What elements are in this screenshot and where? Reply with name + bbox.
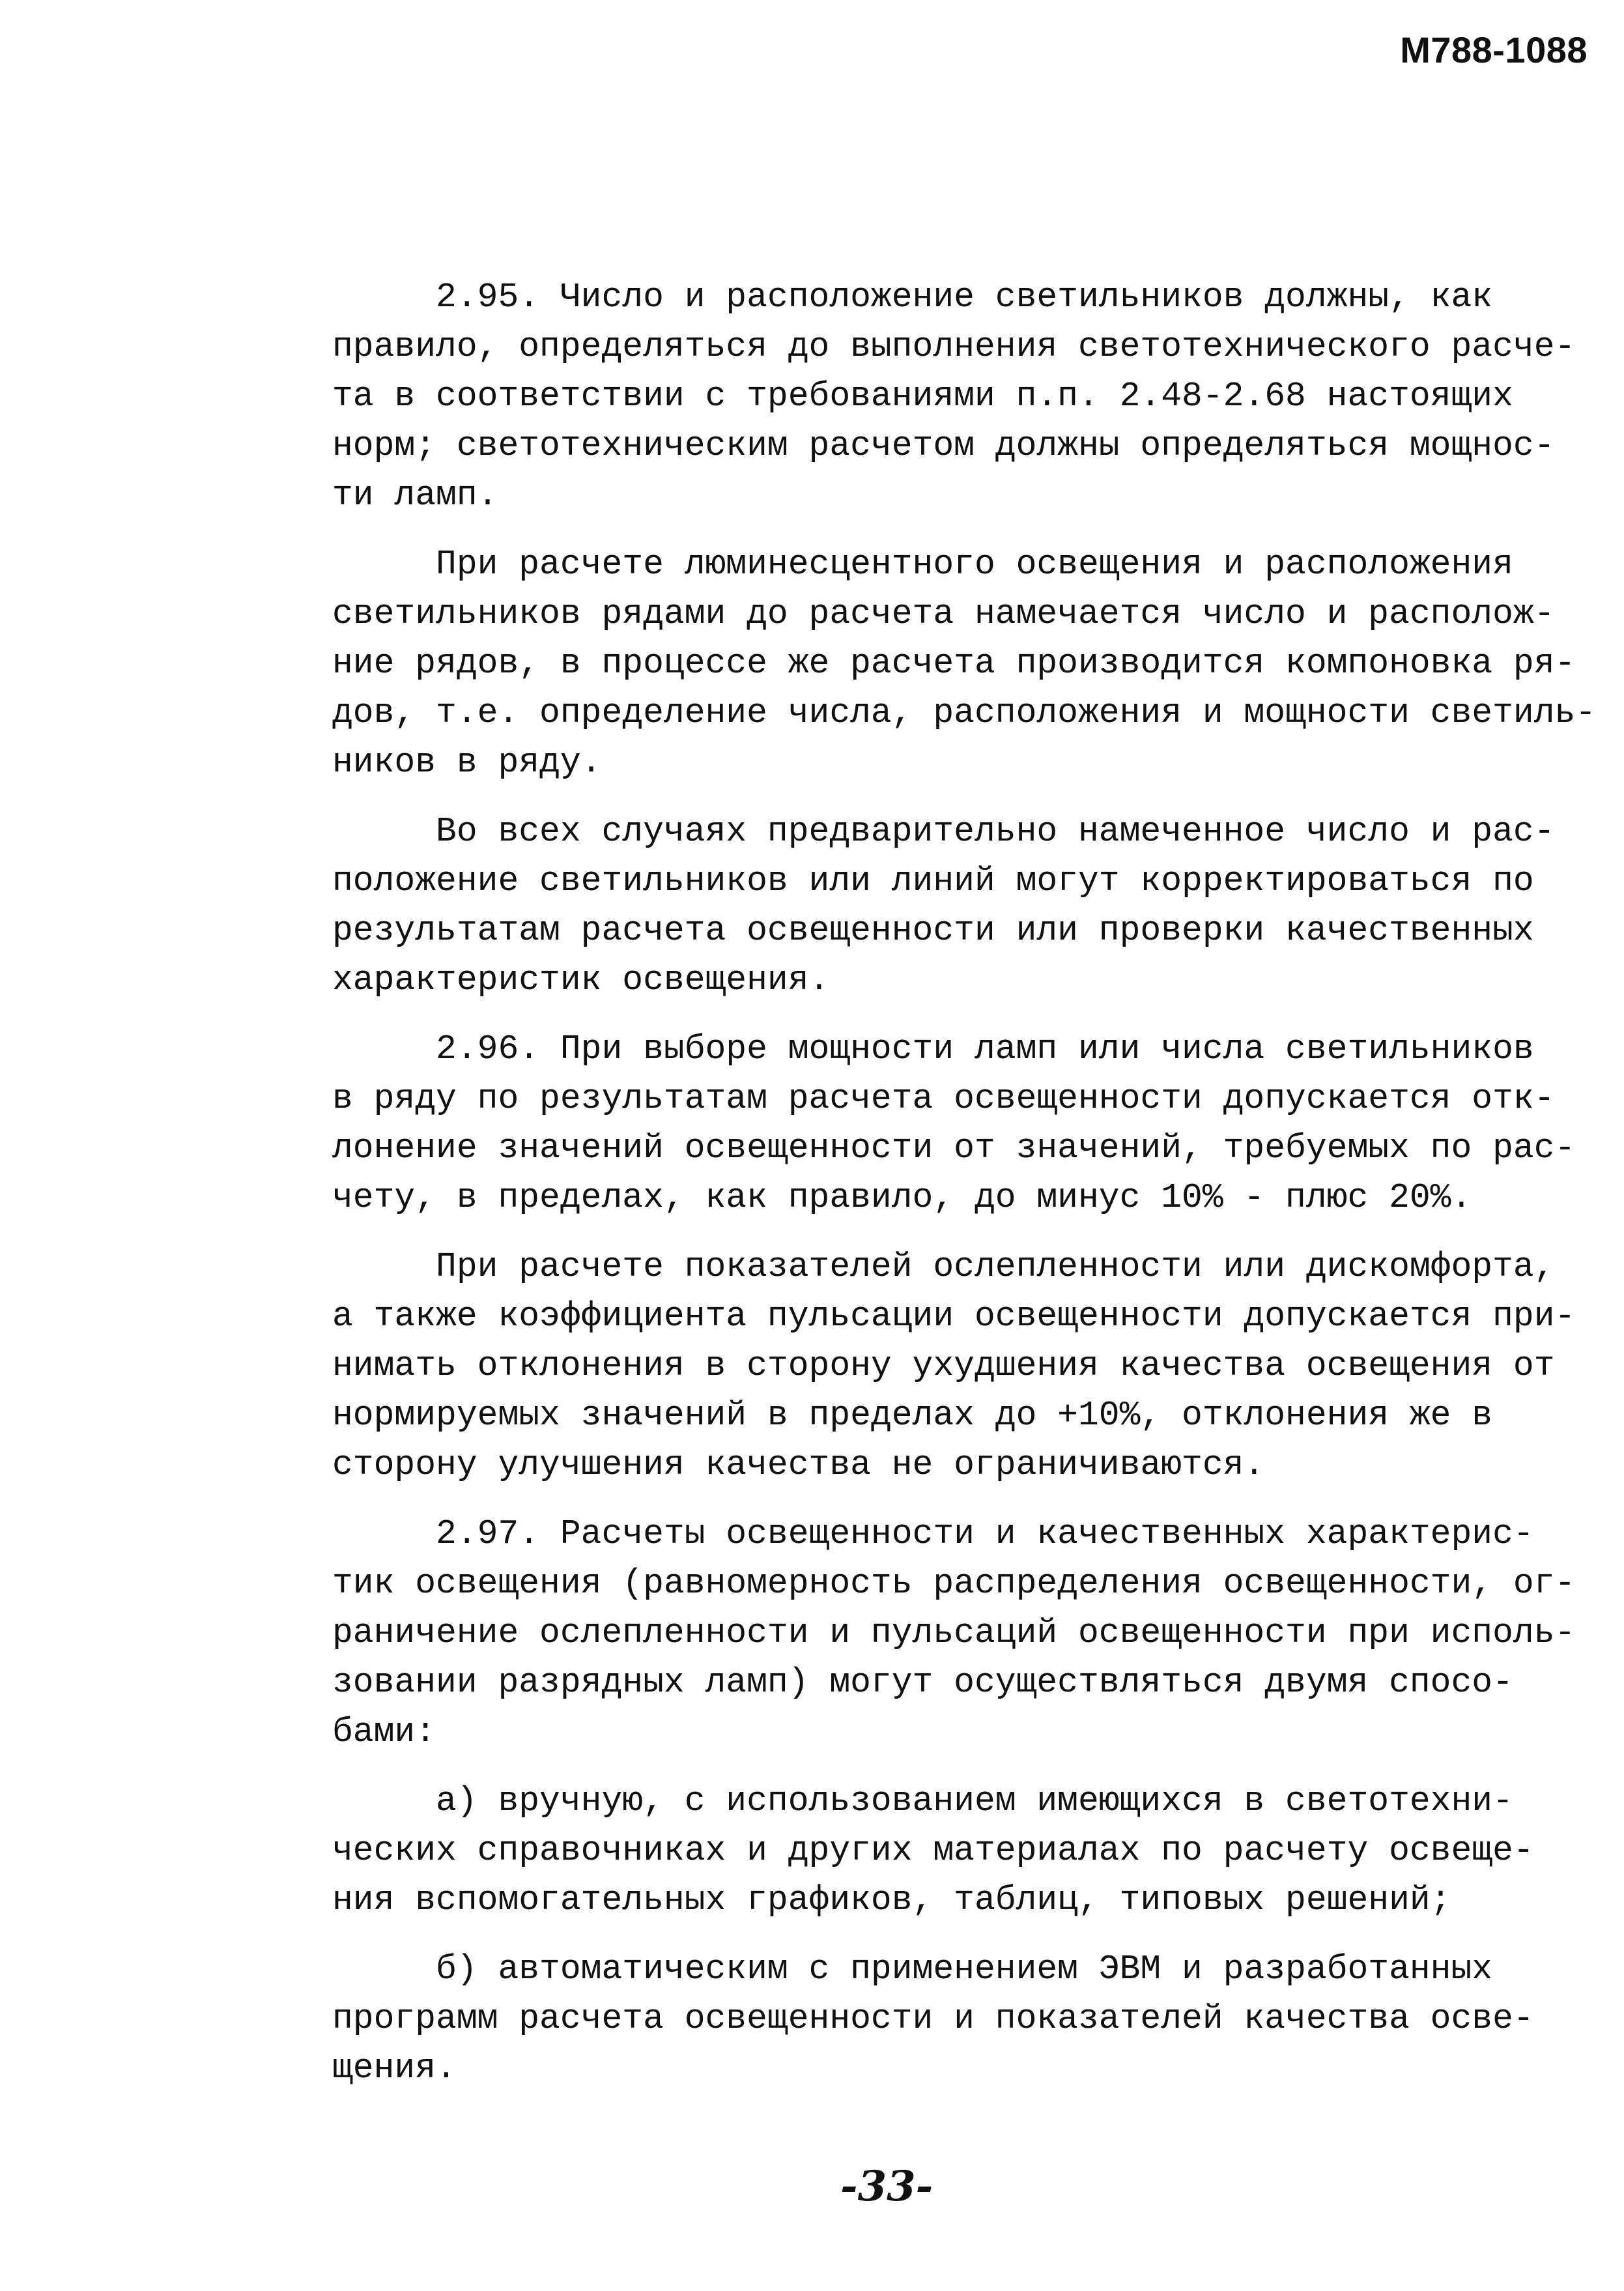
text-line: программ расчета освещенности и показателей качества осве- bbox=[332, 1999, 1534, 2038]
paragraph bbox=[332, 1242, 1576, 1490]
text-line: б) автоматическим с применением ЭВМ и разработанных bbox=[332, 1950, 1493, 1989]
paragraph bbox=[332, 272, 1576, 520]
text-line: бами: bbox=[332, 1712, 436, 1751]
text-line: зовании разрядных ламп) могут осуществляться двумя спосо- bbox=[332, 1663, 1513, 1702]
paragraph bbox=[332, 1024, 1576, 1222]
text-line: характеристик освещения. bbox=[332, 960, 830, 1000]
paragraph bbox=[332, 1944, 1570, 2093]
text-line: 2.97. Расчеты освещенности и качественных характерис- bbox=[332, 1514, 1534, 1553]
text-line: ние рядов, в процессе же расчета производится компоновка ря- bbox=[332, 644, 1576, 683]
text-line: щения. bbox=[332, 2049, 457, 2088]
paragraph bbox=[332, 807, 1570, 1005]
text-line: та в соответствии с требованиями п.п. 2.48-2.68 настоящих bbox=[332, 377, 1513, 416]
text-line: а также коэффициента пульсации освещенности допускается при- bbox=[332, 1297, 1576, 1336]
text-line: светильников рядами до расчета намечается число и располож- bbox=[332, 594, 1555, 633]
text-line: При расчете люминесцентного освещения и расположения bbox=[332, 545, 1513, 584]
text-line: нормируемых значений в пределах до +10%, отклонения же в bbox=[332, 1396, 1493, 1435]
paragraph bbox=[332, 1776, 1570, 1925]
document-code: М788-1088 bbox=[1400, 29, 1588, 70]
text-line: ников в ряду. bbox=[332, 743, 602, 782]
text-line: положение светильников или линий могут корректироваться по bbox=[332, 861, 1534, 901]
text-line: результатам расчета освещенности или проверки качественных bbox=[332, 911, 1534, 950]
text-line: 2.96. При выборе мощности ламп или числа светильников bbox=[332, 1030, 1534, 1069]
text-line: дов, т.е. определение числа, расположения и мощности светиль- bbox=[332, 693, 1597, 732]
text-line: Во всех случаях предварительно намеченное число и рас- bbox=[332, 812, 1555, 851]
text-line: правило, определяться до выполнения светотехнического расче- bbox=[332, 327, 1576, 366]
text-line: сторону улучшения качества не ограничиваются. bbox=[332, 1445, 1265, 1484]
paragraph bbox=[332, 540, 1597, 787]
text-line: раничение ослепленности и пульсаций освещенности при исполь- bbox=[332, 1613, 1576, 1652]
text-line: При расчете показателей ослепленности или дискомфорта, bbox=[332, 1247, 1555, 1286]
text-line: ти ламп. bbox=[332, 476, 498, 515]
document-body bbox=[332, 272, 1597, 2112]
text-line: в ряду по результатам расчета освещенности допускается отк- bbox=[332, 1079, 1555, 1118]
paragraph bbox=[332, 1509, 1576, 1757]
text-line: ния вспомогательных графиков, таблиц, типовых решений; bbox=[332, 1880, 1451, 1920]
text-line: лонение значений освещенности от значений, требуемых по рас- bbox=[332, 1129, 1576, 1168]
page-number: -33- bbox=[840, 2162, 933, 2211]
text-line: чету, в пределах, как правило, до минус 10% - плюс 20%. bbox=[332, 1178, 1472, 1217]
text-line: ческих справочниках и других материалах по расчету освеще- bbox=[332, 1831, 1534, 1870]
text-line: 2.95. Число и расположение светильников должны, как bbox=[332, 278, 1493, 317]
text-line: норм; светотехническим расчетом должны определяться мощнос- bbox=[332, 426, 1555, 465]
text-line: нимать отклонения в сторону ухудшения качества освещения от bbox=[332, 1346, 1555, 1385]
text-line: а) вручную, с использованием имеющихся в светотехни- bbox=[332, 1781, 1513, 1821]
text-line: тик освещения (равномерность распределения освещенности, ог- bbox=[332, 1564, 1576, 1603]
